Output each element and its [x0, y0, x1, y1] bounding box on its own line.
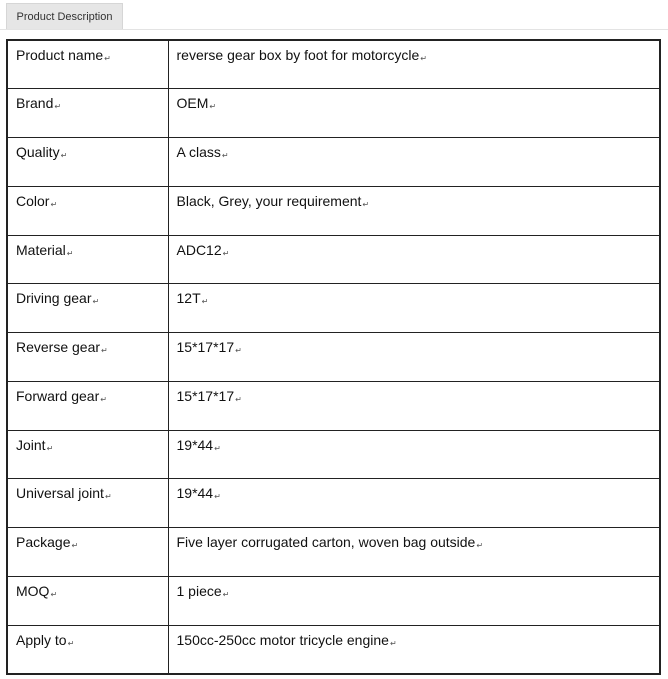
table-row: [7, 138, 660, 187]
spec-value-cell: [168, 333, 660, 382]
paragraph-mark-icon: ↵: [92, 297, 100, 307]
spec-value-cell: [168, 528, 660, 577]
paragraph-mark-icon: ↵: [54, 102, 62, 112]
spec-value: OEM: [176, 95, 209, 112]
paragraph-mark-icon: ↵: [222, 248, 230, 258]
spec-key: Quality: [16, 144, 60, 161]
spec-value: 19*44: [176, 436, 214, 453]
spec-key-cell: [7, 284, 168, 333]
spec-key-cell: [7, 479, 168, 528]
spec-key-cell: [7, 430, 168, 479]
table-row: [7, 479, 660, 528]
spec-value-cell: [168, 479, 660, 528]
paragraph-mark-icon: ↵: [420, 54, 427, 63]
spec-value: 15*17*17: [176, 339, 235, 356]
spec-key-cell: [7, 576, 168, 625]
spec-key-cell: [7, 138, 168, 187]
spec-value-cell: [168, 186, 660, 235]
paragraph-mark-icon: ↵: [214, 492, 221, 502]
table-row: [7, 333, 660, 382]
table-row: [7, 235, 660, 284]
table-row: [7, 528, 660, 577]
paragraph-mark-icon: ↵: [66, 248, 74, 258]
spec-value-cell: [168, 89, 660, 138]
tab-divider: [0, 29, 668, 30]
paragraph-mark-icon: ↵: [101, 346, 108, 356]
spec-key-cell: [7, 381, 168, 430]
spec-key: Material: [16, 241, 66, 258]
spec-value: 15*17*17: [176, 387, 235, 404]
spec-value: 1 piece: [176, 582, 222, 599]
spec-key: Brand: [16, 95, 54, 112]
spec-key-cell: [7, 528, 168, 577]
paragraph-mark-icon: ↵: [100, 394, 107, 404]
spec-value-cell: [168, 235, 660, 284]
table-row: [7, 381, 660, 430]
spec-key: Product name: [16, 47, 104, 63]
spec-value-cell: [168, 625, 660, 674]
table-row: [7, 625, 660, 674]
spec-value: A class: [176, 144, 221, 161]
spec-value-cell: [168, 138, 660, 187]
table-row: [7, 430, 660, 479]
paragraph-mark-icon: ↵: [104, 492, 112, 502]
spec-value: 12T: [176, 290, 201, 307]
spec-key: Universal joint: [16, 485, 104, 502]
spec-value: 150cc-250cc motor tricycle engine: [176, 631, 389, 648]
spec-key: Apply to: [16, 631, 67, 648]
spec-key-cell: [7, 89, 168, 138]
spec-value-cell: [168, 381, 660, 430]
table-row: [7, 284, 660, 333]
product-spec-table: [6, 39, 661, 675]
paragraph-mark-icon: ↵: [476, 541, 484, 551]
paragraph-mark-icon: ↵: [221, 151, 229, 161]
spec-key-cell: [7, 333, 168, 382]
spec-value: 19*44: [176, 485, 214, 502]
spec-key: Joint: [16, 436, 46, 453]
paragraph-mark-icon: ↵: [235, 346, 242, 356]
paragraph-mark-icon: ↵: [71, 541, 79, 551]
paragraph-mark-icon: ↵: [235, 394, 242, 404]
spec-value-cell: [168, 576, 660, 625]
spec-key: Driving gear: [16, 290, 92, 307]
paragraph-mark-icon: ↵: [214, 443, 221, 453]
spec-key-cell: [7, 40, 168, 89]
paragraph-mark-icon: ↵: [50, 589, 58, 599]
spec-key: Forward gear: [16, 387, 100, 404]
spec-value-cell: [168, 430, 660, 479]
spec-value-cell: [168, 284, 660, 333]
spec-value: Black, Grey, your requirement: [176, 192, 362, 209]
paragraph-mark-icon: ↵: [362, 199, 370, 209]
spec-value-cell: [168, 40, 660, 89]
paragraph-mark-icon: ↵: [209, 102, 217, 112]
table-row: [7, 89, 660, 138]
paragraph-mark-icon: ↵: [201, 297, 209, 307]
spec-key: Package: [16, 534, 71, 551]
paragraph-mark-icon: ↵: [46, 443, 54, 453]
spec-key: Color: [16, 192, 50, 209]
paragraph-mark-icon: ↵: [222, 589, 230, 599]
spec-value: reverse gear box by foot for motorcycle: [176, 47, 420, 63]
tab-product-description[interactable]: [6, 3, 123, 29]
spec-value: ADC12: [176, 241, 222, 258]
table-row: [7, 576, 660, 625]
table-row: [7, 40, 660, 89]
spec-key-cell: [7, 625, 168, 674]
tab-label: Product Description: [16, 10, 113, 23]
spec-key-cell: [7, 186, 168, 235]
table-row: [7, 186, 660, 235]
spec-key: MOQ: [16, 582, 50, 599]
paragraph-mark-icon: ↵: [50, 199, 58, 209]
paragraph-mark-icon: ↵: [67, 638, 75, 648]
paragraph-mark-icon: ↵: [60, 151, 68, 161]
spec-key: Reverse gear: [16, 339, 101, 356]
spec-value: Five layer corrugated carton, woven bag outside: [176, 534, 476, 551]
paragraph-mark-icon: ↵: [389, 638, 397, 648]
paragraph-mark-icon: ↵: [104, 54, 111, 63]
spec-key-cell: [7, 235, 168, 284]
